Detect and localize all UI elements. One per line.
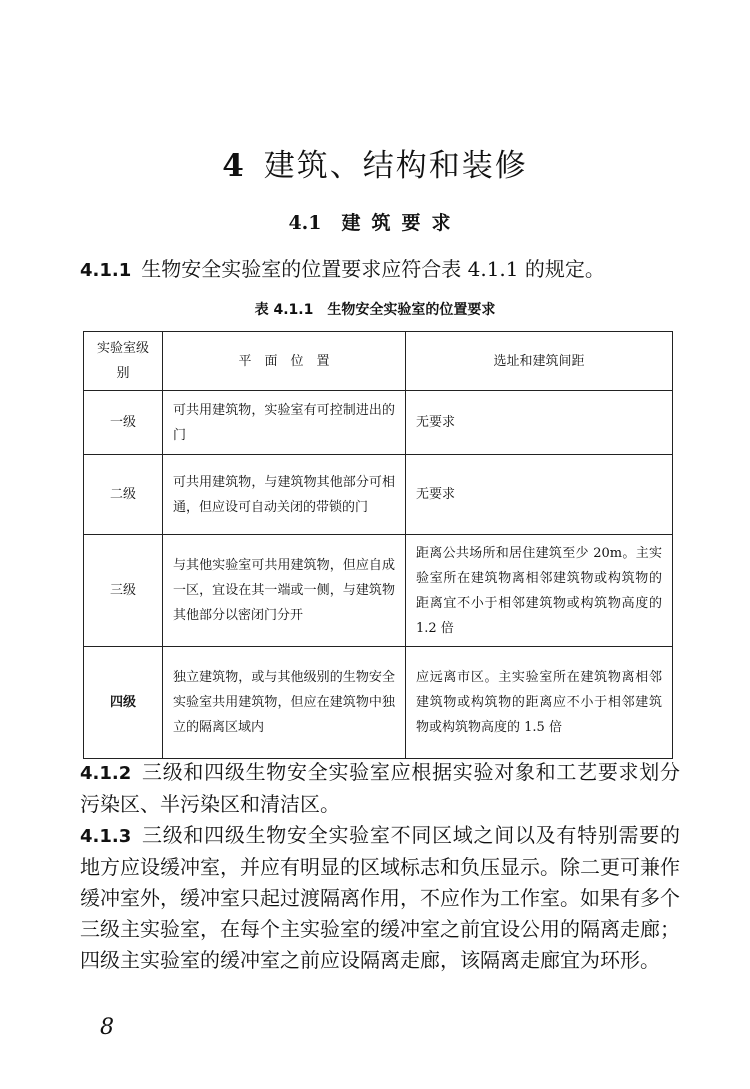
table-cell-level: 一级 [84, 391, 163, 455]
table-cell-site: 无要求 [406, 455, 673, 535]
table-cell-site: 无要求 [406, 391, 673, 455]
location-requirements-table [83, 331, 673, 759]
chapter-number: 4 [222, 148, 246, 184]
clause-text: 生物安全实验室的位置要求应符合表 4.1.1 的规定。 [141, 257, 605, 281]
table-header-level: 实验室级别 [84, 332, 163, 391]
table-caption-number: 表 4.1.1 [254, 302, 314, 318]
table-cell-plan: 与其他实验室可共用建筑物，但应自成一区，宜设在其一端或一侧，与建筑物其他部分以密闭门分开 [163, 535, 406, 647]
table-cell-site: 距离公共场所和居住建筑至少 20m。主实验室所在建筑物离相邻建筑物或构筑物的距离宜不小于相邻建筑物或构筑物高度的 1.2 倍 [406, 535, 673, 647]
table-header-site: 选址和建筑间距 [406, 332, 673, 391]
clause-number: 4.1.3 [80, 826, 132, 847]
clause-number: 4.1.2 [80, 763, 132, 784]
table-cell-level: 四级 [84, 647, 163, 759]
clause-text: 三级和四级生物安全实验室应根据实验对象和工艺要求划分污染区、半污染区和清洁区。 [80, 760, 680, 816]
table-caption [0, 299, 750, 319]
table-cell-level: 二级 [84, 455, 163, 535]
clause-4-1-1 [80, 254, 680, 286]
table-header-plan: 平 面 位 置 [163, 332, 406, 391]
clause-text: 三级和四级生物安全实验室不同区域之间以及有特别需要的地方应设缓冲室，并应有明显的区域标志和负压显示。除二更可兼作缓冲室外，缓冲室只起过渡隔离作用，不应作为工作室。如果有多个三级主实验室，在每个主实验室的缓冲室之前宜设公用的隔离走廊；四级主实验室的缓冲室之前应设隔离走廊，该隔离走廊宜为环形。 [80, 823, 680, 972]
table-cell-plan: 可共用建筑物，实验室有可控制进出的门 [163, 391, 406, 455]
table-cell-level: 三级 [84, 535, 163, 647]
table-cell-plan: 可共用建筑物，与建筑物其他部分可相通，但应设可自动关闭的带锁的门 [163, 455, 406, 535]
section-title-text: 建筑要求 [341, 212, 462, 234]
chapter-title-text: 建筑、结构和装修 [263, 148, 528, 184]
table-row [84, 535, 673, 647]
clause-4-1-3 [80, 820, 680, 976]
page-number: 8 [100, 1015, 114, 1040]
table-cell-plan: 独立建筑物，或与其他级别的生物安全实验室共用建筑物，但应在建筑物中独立的隔离区域内 [163, 647, 406, 759]
clause-4-1-2 [80, 757, 680, 820]
table-row [84, 391, 673, 455]
section-number: 4.1 [288, 212, 322, 234]
table-row [84, 455, 673, 535]
table-header-row [84, 332, 673, 391]
chapter-title [0, 140, 750, 185]
clause-number: 4.1.1 [80, 260, 132, 281]
table-cell-site: 应远离市区。主实验室所在建筑物离相邻建筑物或构筑物的距离应不小于相邻建筑物或构筑物高度的 1.5 倍 [406, 647, 673, 759]
section-title [0, 208, 750, 235]
table-caption-text: 生物安全实验室的位置要求 [327, 302, 496, 318]
table-row [84, 647, 673, 759]
